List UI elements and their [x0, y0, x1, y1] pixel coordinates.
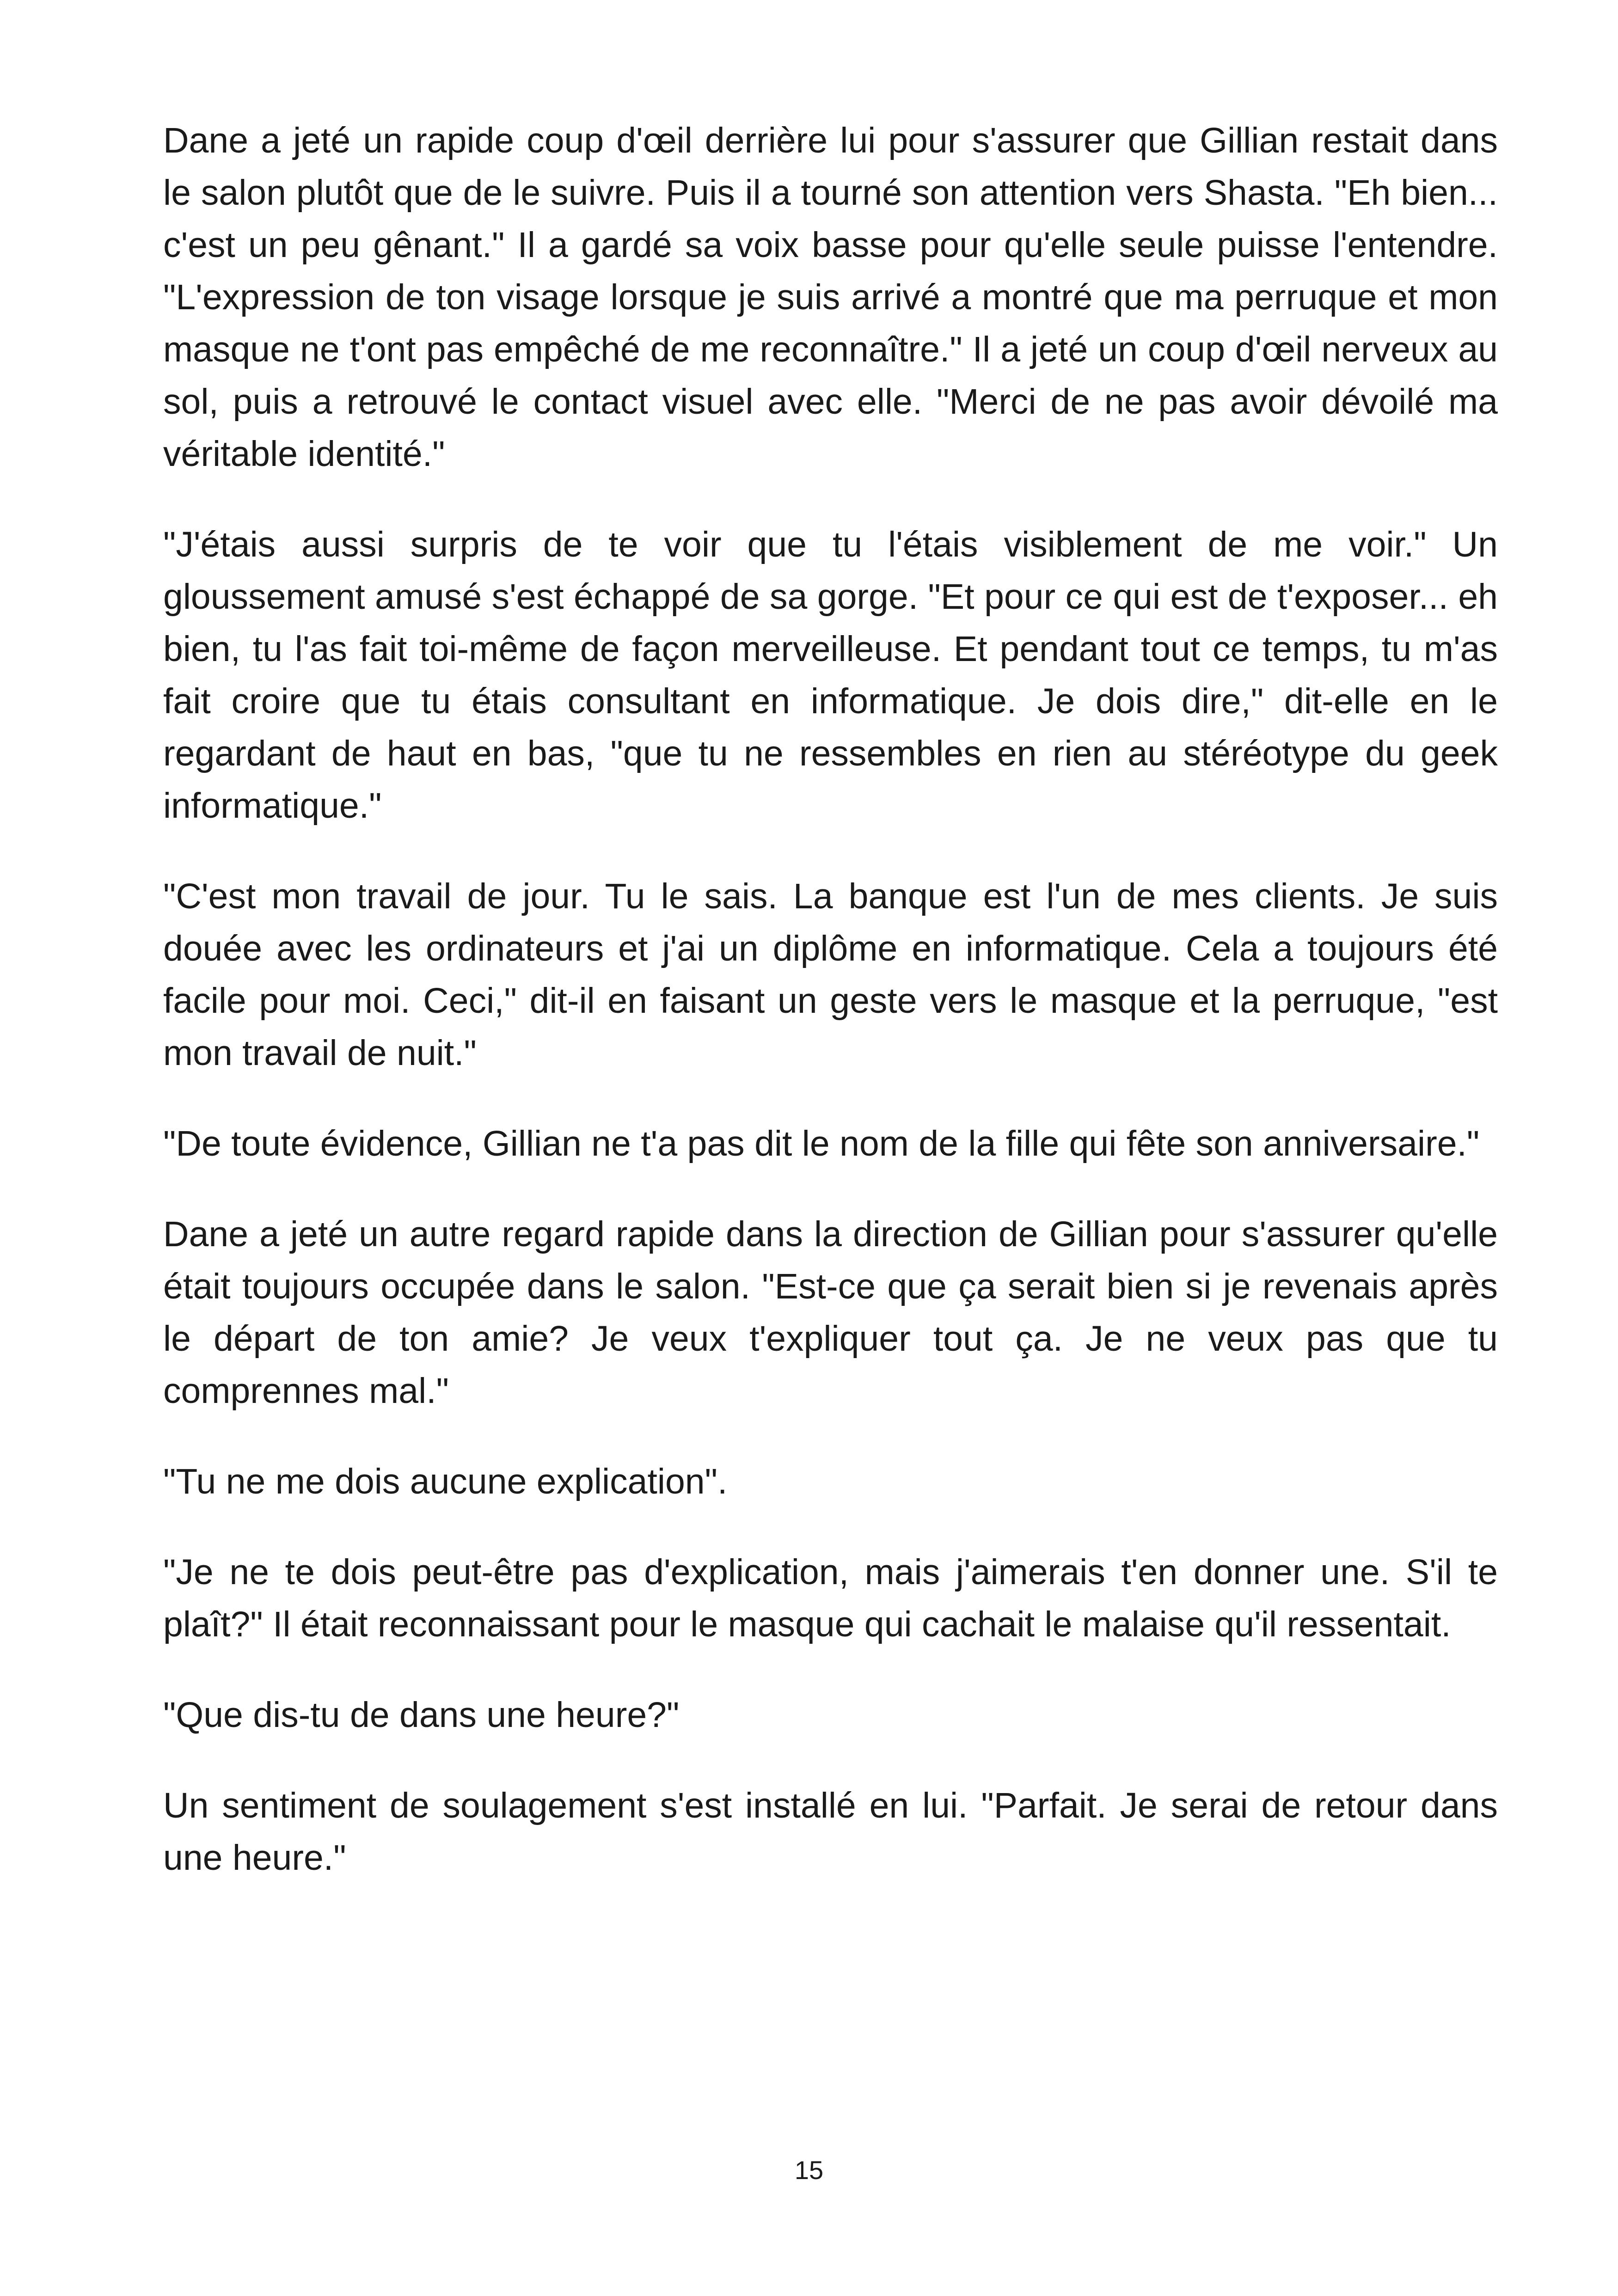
- paragraph: Dane a jeté un rapide coup d'œil derrière lui pour s'assurer que Gillian restait dans le salon plutôt que de le suivre. Puis il a tourné son attention vers Shasta. "Eh bien... c'est un peu gênant." Il a gardé sa voix basse pour qu'elle seule puisse l'entendre. "L'expression de ton visage lorsque je suis arrivé a montré que ma perruque et mon masque ne t'ont pas empêché de me reconnaître." Il a jeté un coup d'œil nerveux au sol, puis a retrouvé le contact visuel avec elle. "Merci de ne pas avoir dévoilé ma véritable identité.": [163, 121, 1498, 474]
- paragraph: Dane a jeté un autre regard rapide dans la direction de Gillian pour s'assurer qu'elle était toujours occupée dans le salon. "Est-ce que ça serait bien si je revenais après le départ de ton amie? Je veux t'expliquer tout ça. Je ne veux pas que tu comprennes mal.": [163, 1214, 1498, 1411]
- page-number: 15: [794, 2155, 824, 2185]
- paragraph: "De toute évidence, Gillian ne t'a pas dit le nom de la fille qui fête son anniversaire.": [163, 1124, 1480, 1163]
- paragraph: "J'étais aussi surpris de te voir que tu l'étais visiblement de me voir." Un gloussement amusé s'est échappé de sa gorge. "Et pour ce qui est de t'exposer... eh bien, tu l'as fait toi-même de façon merveilleuse. Et pendant tout ce temps, tu m'as fait croire que tu étais consultant en informatique. Je dois dire," dit-elle en le regardant de haut en bas, "que tu ne ressembles en rien au stéréotype du geek informatique.": [163, 525, 1498, 826]
- paragraph: "C'est mon travail de jour. Tu le sais. La banque est l'un de mes clients. Je suis douée avec les ordinateurs et j'ai un diplôme en informatique. Cela a toujours été facile pour moi. Ceci," dit-il en faisant un geste vers le masque et la perruque, "est mon travail de nuit.": [163, 876, 1498, 1073]
- paragraph: "Je ne te dois peut-être pas d'explication, mais j'aimerais t'en donner une. S'il te plaît?" Il était reconnaissant pour le masque qui cachait le malaise qu'il ressentait.: [163, 1552, 1498, 1644]
- paragraph: Un sentiment de soulagement s'est installé en lui. "Parfait. Je serai de retour dans une heure.": [163, 1786, 1498, 1878]
- document-body: [163, 115, 1498, 1884]
- paragraph: "Tu ne me dois aucune explication".: [163, 1462, 728, 1501]
- paragraph: "Que dis-tu de dans une heure?": [163, 1695, 680, 1735]
